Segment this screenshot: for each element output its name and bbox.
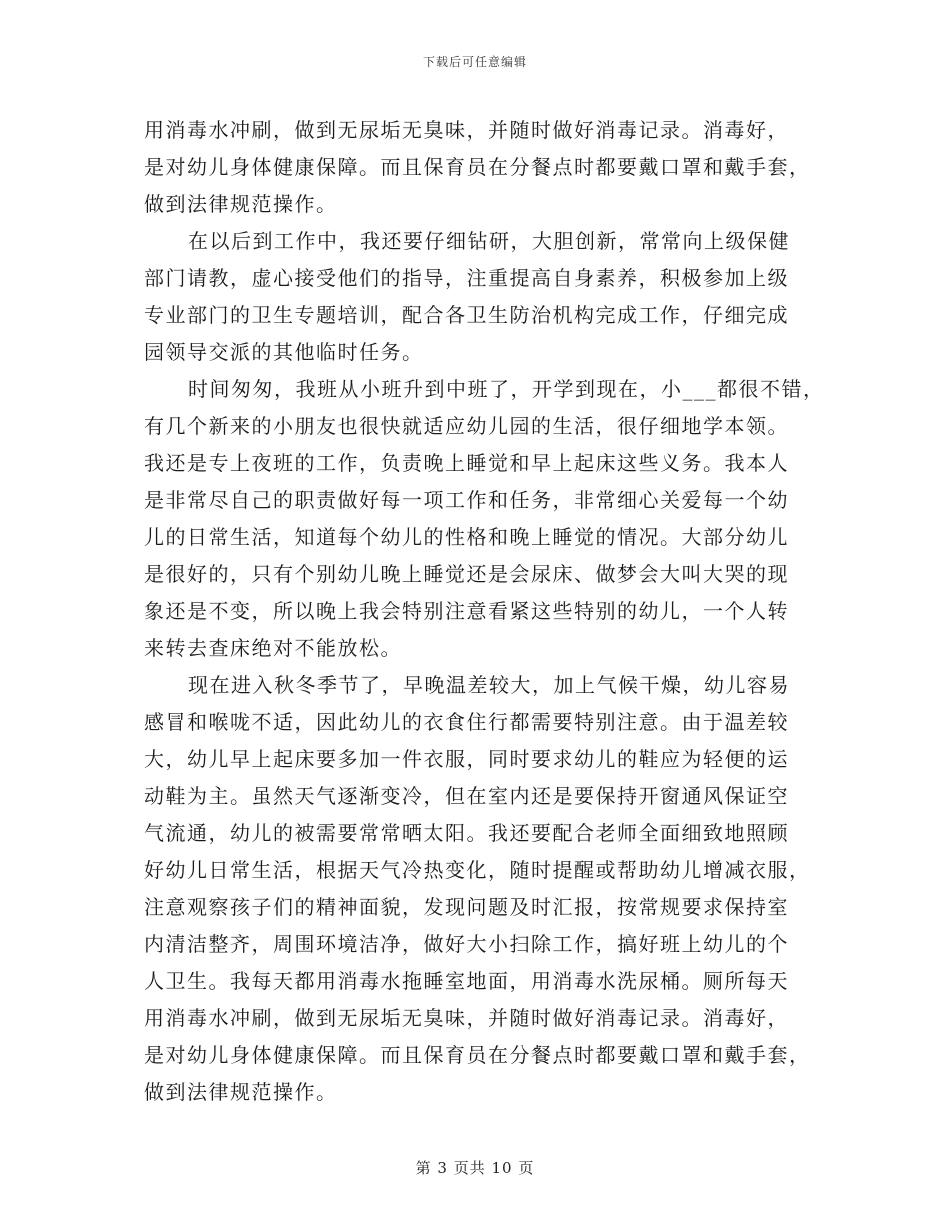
text-line: 儿的日常生活，知道每个幼儿的性格和晚上睡觉的情况。大部分幼儿: [144, 525, 789, 549]
text-line: 是对幼儿身体健康保障。而且保育员在分餐点时都要戴口罩和戴手套，: [144, 1043, 811, 1067]
text-line: 用消毒水冲刷，做到无尿垢无臭味，并随时做好消毒记录。消毒好，: [144, 1006, 789, 1030]
page-header: 下载后可任意编辑: [422, 55, 527, 69]
text-line: 用消毒水冲刷，做到无尿垢无臭味，并随时做好消毒记录。消毒好，: [144, 118, 789, 142]
text-line: 是对幼儿身体健康保障。而且保育员在分餐点时都要戴口罩和戴手套，: [144, 155, 811, 179]
text-line: 内清洁整齐，周围环境洁净，做好大小扫除工作，搞好班上幼儿的个: [144, 932, 789, 956]
paragraph-4: [144, 667, 824, 1111]
paragraph-2: [144, 223, 824, 371]
page-footer: 第 3 页共 10 页: [415, 1159, 535, 1177]
text-line: 我还是专上夜班的工作，负责晚上睡觉和早上起床这些义务。我本人: [144, 451, 789, 475]
text-line: 感冒和喉咙不适，因此幼儿的衣食住行都需要特别注意。由于温差较: [144, 710, 789, 734]
text-line: 园领导交派的其他临时任务。: [144, 340, 424, 364]
text-line: 做到法律规范操作。: [144, 1080, 338, 1104]
text-line: 动鞋为主。虽然天气逐渐变冷，但在室内还是要保持开窗通风保证空: [144, 784, 789, 808]
text-line: 现在进入秋冬季节了，早晚温差较大，加上气候干燥，幼儿容易: [188, 673, 790, 697]
text-line: 在以后到工作中，我还要仔细钻研，大胆创新，常常向上级保健: [188, 229, 790, 253]
text-line: 来转去查床绝对不能放松。: [144, 636, 402, 660]
text-line: 部门请教，虚心接受他们的指导，注重提高自身素养，积极参加上级: [144, 266, 789, 290]
paragraph-3: [144, 371, 824, 667]
text-line: 人卫生。我每天都用消毒水拖睡室地面，用消毒水洗尿桶。厕所每天: [144, 969, 789, 993]
text-line: 象还是不变，所以晚上我会特别注意看紧这些特别的幼儿，一个人转: [144, 599, 789, 623]
text-line: 时间匆匆，我班从小班升到中班了，开学到现在，小___都很不错，: [188, 377, 825, 401]
text-line: 专业部门的卫生专题培训，配合各卫生防治机构完成工作，仔细完成: [144, 303, 789, 327]
text-line: 气流通，幼儿的被需要常常晒太阳。我还要配合老师全面细致地照顾: [144, 821, 789, 845]
text-line: 做到法律规范操作。: [144, 192, 338, 216]
paragraph-1: [144, 112, 824, 223]
text-line: 注意观察孩子们的精神面貌，发现问题及时汇报，按常规要求保持室: [144, 895, 789, 919]
text-line: 大，幼儿早上起床要多加一件衣服，同时要求幼儿的鞋应为轻便的运: [144, 747, 789, 771]
text-line: 好幼儿日常生活，根据天气冷热变化，随时提醒或帮助幼儿增减衣服，: [144, 858, 811, 882]
document-body: [144, 112, 824, 1111]
text-line: 有几个新来的小朋友也很快就适应幼儿园的生活，很仔细地学本领。: [144, 414, 789, 438]
text-line: 是非常尽自己的职责做好每一项工作和任务，非常细心关爱每一个幼: [144, 488, 789, 512]
text-line: 是很好的，只有个别幼儿晚上睡觉还是会尿床、做梦会大叫大哭的现: [144, 562, 789, 586]
